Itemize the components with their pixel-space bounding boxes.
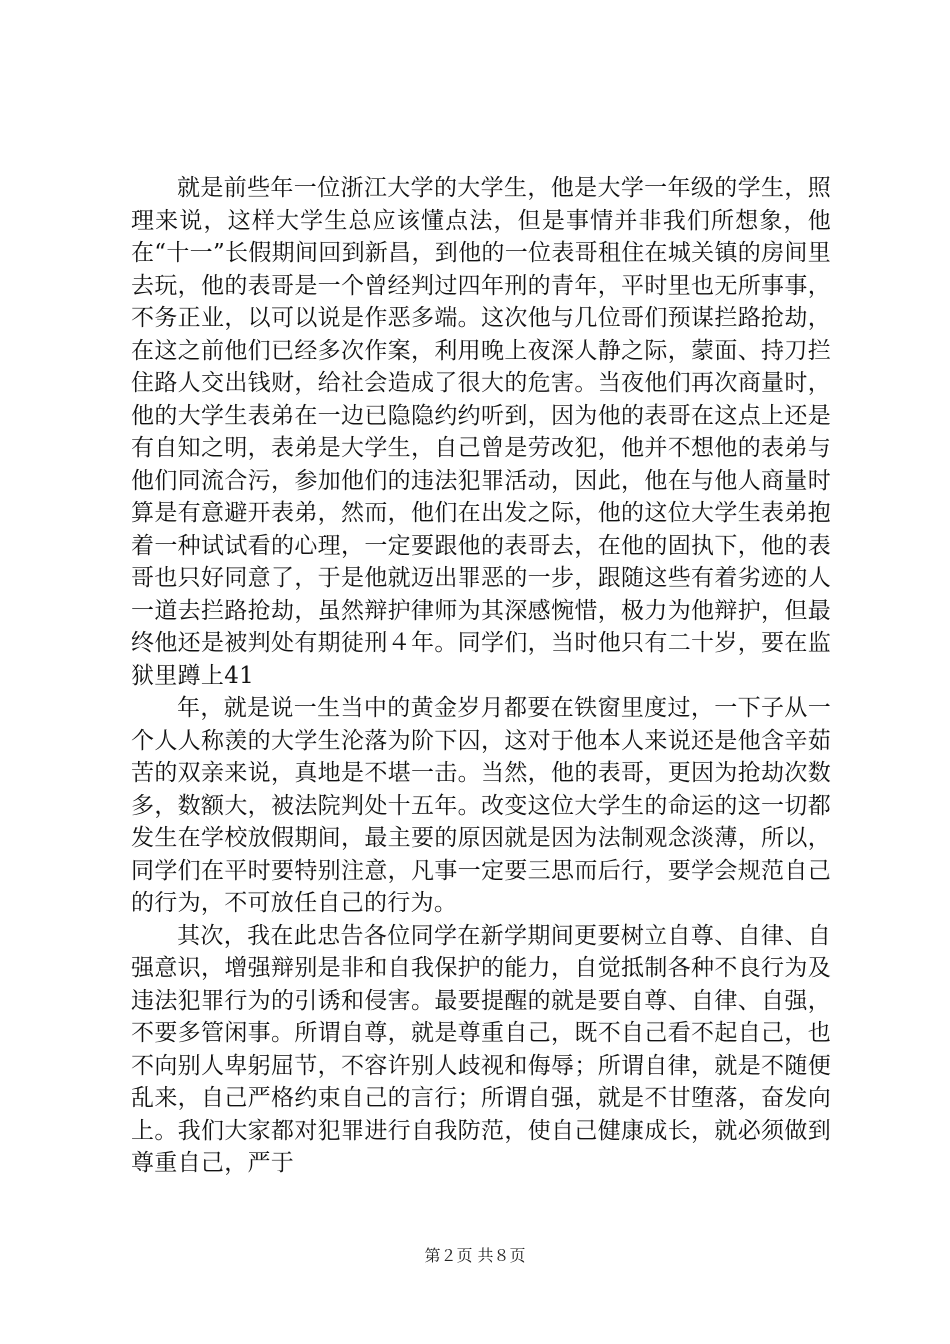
document-body (131, 172, 831, 1180)
page-number-indicator: 第２页 共８页 (424, 1246, 526, 1265)
paragraph-1: 就是前些年一位浙江大学的大学生，他是大学一年级的学生，照理来说，这样大学生总应该懂点法，但是事情并非我们所想象，他在“十一”长假期间回到新昌，到他的一位表哥租住在城关镇的房间里去玩，他的表哥是一个曾经判过四年刑的青年，平时里也无所事事，不务正业，以可以说是作恶多端。这次他与几位哥们预谋拦路抢劫，在这之前他们已经多次作案，利用晚上夜深人静之际，蒙面、持刀拦住路人交出钱财，给社会造成了很大的危害。当夜他们再次商量时，他的大学生表弟在一边已隐隐约约听到，因为他的表哥在这点上还是有自知之明，表弟是大学生，自己曾是劳改犯，他并不想他的表弟与他们同流合污，参加他们的违法犯罪活动，因此，他在与他人商量时算是有意避开表弟，然而，他们在出发之际，他的这位大学生表弟抱着一种试试看的心理，一定要跟他的表哥去，在他的固执下，他的表哥也只好同意了，于是他就迈出罪恶的一步，跟随这些有着劣迹的人一道去拦路抢劫，虽然辩护律师为其深感惋惜，极力为他辩护，但最终他还是被判处有期徒刑４年。同学们，当时他只有二十岁，要在监狱里蹲上41 (131, 175, 831, 689)
page-footer (0, 1243, 950, 1266)
paragraph-3: 其次，我在此忠告各位同学在新学期间更要树立自尊、自律、自强意识，增强辩别是非和自我保护的能力，自觉抵制各种不良行为及违法犯罪行为的引诱和侵害。最要提醒的就是要自尊、自律、自强，不要多管闲事。所谓自尊，就是尊重自己，既不自己看不起自己，也不向别人卑躬屈节，不容许别人歧视和侮辱；所谓自律，就是不随便乱来，自己严格约束自己的言行；所谓自强，就是不甘堕落，奋发向上。我们大家都对犯罪进行自我防范，使自己健康成长，就必须做到尊重自己，严于 (131, 922, 831, 1176)
paragraph-2: 年，就是说一生当中的黄金岁月都要在铁窗里度过，一下子从一个人人称羡的大学生沦落为阶下囚，这对于他本人来说还是他含辛茹苦的双亲来说，真地是不堪一击。当然，他的表哥，更因为抢劫次数多，数额大，被法院判处十五年。改变这位大学生的命运的这一切都发生在学校放假期间，最主要的原因就是因为法制观念淡薄，所以，同学们在平时要特别注意，凡事一定要三思而后行，要学会规范自己的行为，不可放任自己的行为。 (131, 695, 831, 916)
